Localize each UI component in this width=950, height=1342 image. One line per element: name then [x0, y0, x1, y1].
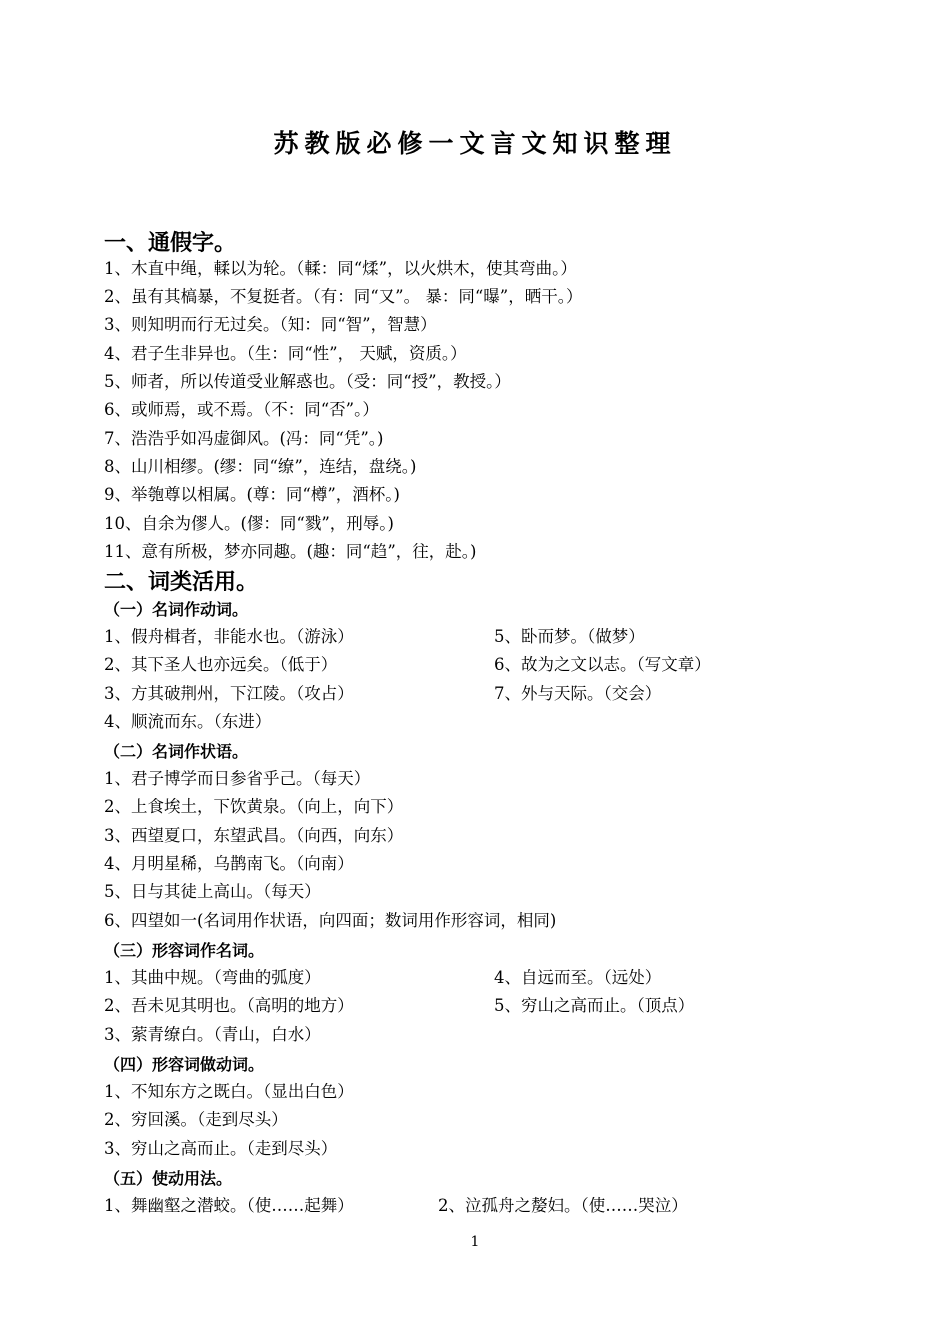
list-item: 4、自远而至。（远处）	[494, 968, 662, 987]
page-title: 苏教版必修一文言文知识整理	[273, 129, 677, 158]
list-item: 7、外与天际。（交会）	[494, 684, 662, 703]
subsection-heading: （三）形容词作名词。	[104, 941, 265, 960]
subsection-heading: （四）形容词做动词。	[104, 1055, 265, 1074]
list-item: 1、木直中绳，輮以为轮。（輮：同“煣”，以火烘木，使其弯曲。）	[104, 259, 577, 278]
page-number: 1	[470, 1234, 480, 1250]
list-item: 2、泣孤舟之嫠妇。（使……哭泣）	[438, 1196, 688, 1215]
list-item: 5、师者，所以传道受业解惑也。（受：同“授”，教授。）	[104, 372, 511, 391]
list-item: 2、其下圣人也亦远矣。（低于）	[104, 655, 338, 674]
list-item: 10、自余为僇人。(僇：同“戮”，刑辱。)	[104, 514, 394, 533]
list-item: 9、举匏尊以相属。(尊：同“樽”，酒杯。)	[104, 485, 400, 504]
list-item: 1、其曲中规。（弯曲的弧度）	[104, 968, 321, 987]
list-item: 6、四望如一(名词用作状语，向四面；数词用作形容词，相同)	[104, 911, 557, 930]
list-item: 7、浩浩乎如冯虚御风。(冯：同“凭”。)	[104, 429, 384, 448]
list-item: 1、舞幽壑之潜蛟。（使……起舞）	[104, 1196, 354, 1215]
list-item: 11、意有所极，梦亦同趣。(趣：同“趋”，往，赴。)	[104, 542, 477, 561]
list-item: 4、月明星稀，乌鹊南飞。（向南）	[104, 854, 354, 873]
list-item: 5、日与其徒上高山。（每天）	[104, 882, 321, 901]
list-item: 3、西望夏口，东望武昌。（向西，向东）	[104, 826, 404, 845]
subsection-heading: （五）使动用法。	[104, 1169, 233, 1188]
list-item: 2、穷回溪。（走到尽头）	[104, 1110, 288, 1129]
list-item: 3、萦青缭白。（青山，白水）	[104, 1025, 321, 1044]
list-item: 4、顺流而东。（东进）	[104, 712, 272, 731]
subsection-heading: （一）名词作动词。	[104, 600, 249, 619]
list-item: 6、故为之文以志。（写文章）	[494, 655, 711, 674]
list-item: 6、或师焉，或不焉。（不：同“否”。）	[104, 400, 379, 419]
list-item: 3、方其破荆州，下江陵。（攻占）	[104, 684, 354, 703]
section-heading-ciluihuoyong: 二、词类活用。	[104, 570, 259, 595]
list-item: 3、穷山之高而止。（走到尽头）	[104, 1139, 338, 1158]
list-item: 3、则知明而行无过矣。（知：同“智”，智慧）	[104, 315, 437, 334]
section-heading-tongjiazi: 一、通假字。	[104, 231, 237, 256]
list-item: 1、不知东方之既白。（显出白色）	[104, 1082, 354, 1101]
list-item: 5、卧而梦。（做梦）	[494, 627, 645, 646]
list-item: 1、假舟楫者，非能水也。（游泳）	[104, 627, 354, 646]
list-item: 1、君子博学而日参省乎己。（每天）	[104, 769, 371, 788]
list-item: 4、君子生非异也。（生：同“性”， 天赋，资质。）	[104, 344, 467, 363]
list-item: 2、虽有其槁暴，不复挺者。（有：同“又”。 暴：同“曝”，晒干。）	[104, 287, 583, 306]
subsection-heading: （二）名词作状语。	[104, 742, 249, 761]
list-item: 5、穷山之高而止。（顶点）	[494, 996, 695, 1015]
list-item: 8、山川相缪。(缪：同“缭”，连结，盘绕。)	[104, 457, 417, 476]
list-item: 2、上食埃土，下饮黄泉。（向上，向下）	[104, 797, 404, 816]
list-item: 2、吾未见其明也。（高明的地方）	[104, 996, 354, 1015]
